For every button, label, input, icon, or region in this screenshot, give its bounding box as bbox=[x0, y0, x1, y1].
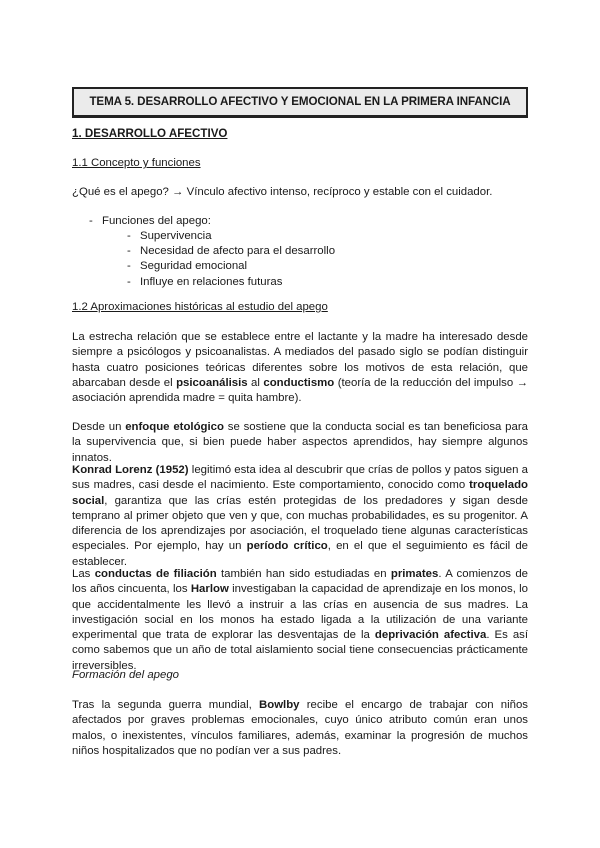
paragraph-etologico: Desde un enfoque etológico se sostiene que la conducta social es tan beneficiosa para la supervivencia que, si bien puede haber aspectos aprendidos, hay siempre algunos innatos. bbox=[72, 421, 528, 464]
list-item: - Influye en relaciones futuras bbox=[127, 275, 283, 288]
paragraph-lactante: La estrecha relación que se establece entre el lactante y la madre ha interesado desde siempre a psicólogos y psicoanalistas. A mediados del pasado siglo se podían distinguir hasta cuatro posiciones teóricas diferentes sobre los motivos de esta relación, que abarcaban desde el psicoanálisis al conductismo (teoría de la reducción del impulso → asociación aprendida madre = quita hambre). bbox=[72, 331, 529, 405]
subsection-heading-aproximaciones: 1.2 Aproximaciones históricas al estudio del apego bbox=[72, 301, 328, 313]
document-title: TEMA 5. DESARROLLO AFECTIVO Y EMOCIONAL EN LA PRIMERA INFANCIA bbox=[72, 87, 528, 118]
apego-question: ¿Qué es el apego? → Vínculo afectivo intenso, recíproco y estable con el cuidador. bbox=[72, 186, 493, 198]
funciones-sublist bbox=[127, 230, 447, 291]
dash-bullet: - bbox=[89, 215, 93, 227]
subsection-heading-formacion: Formación del apego bbox=[72, 669, 180, 681]
subsection-heading-concepto: 1.1 Concepto y funciones bbox=[72, 157, 201, 169]
paragraph-filiacion: Las conductas de filiación también han sido estudiadas en primates. A comienzos de los años cincuenta, los Harlow investigaban la capacidad de aprendizaje en los monos, lo que accidentalmente les llevó a instruir a las crías en ausencia de sus madres. La investigación social en los monos ha estado ligada a la utilización de una variante experimental que trata de explorar las desventajas de la deprivación afectiva. Es así como sabemos que un año de total aislamiento social tiene consecuencias prácticamente irreversibles. bbox=[72, 568, 529, 672]
list-item: - Seguridad emocional bbox=[127, 260, 248, 273]
list-item: - Necesidad de afecto para el desarrollo bbox=[127, 245, 336, 258]
section-heading: 1. DESARROLLO AFECTIVO bbox=[72, 127, 228, 140]
paragraph-lorenz: Konrad Lorenz (1952) legitimó esta idea al descubrir que crías de pollos y patos siguen a sus madres, casi desde el nacimiento. Este comportamiento, conocido como troquelado social, garantiza que las crías estén protegidas de los predadores y sigan desde temprano al primer objeto que ven y que, con muchas probabilidades, es su progenitor. A diferencia de los aprendizajes por asociación, el troquelado tiene algunas características especiales. Por ejemplo, hay un período crítico, en el que el seguimiento es fácil de establecer. bbox=[72, 464, 529, 568]
funciones-label: Funciones del apego: bbox=[102, 215, 211, 227]
funciones-list bbox=[89, 215, 336, 288]
list-item: - Supervivencia bbox=[127, 230, 212, 242]
paragraph-bowlby: Tras la segunda guerra mundial, Bowlby recibe el encargo de trabajar con niños afectados por graves problemas emocionales, cuyo único atributo común eran unos malos, o inexistentes, vínculos familiares, además, examinar la progresión de muchos niños hospitalizados que no podían ver a sus padres. bbox=[72, 699, 529, 757]
